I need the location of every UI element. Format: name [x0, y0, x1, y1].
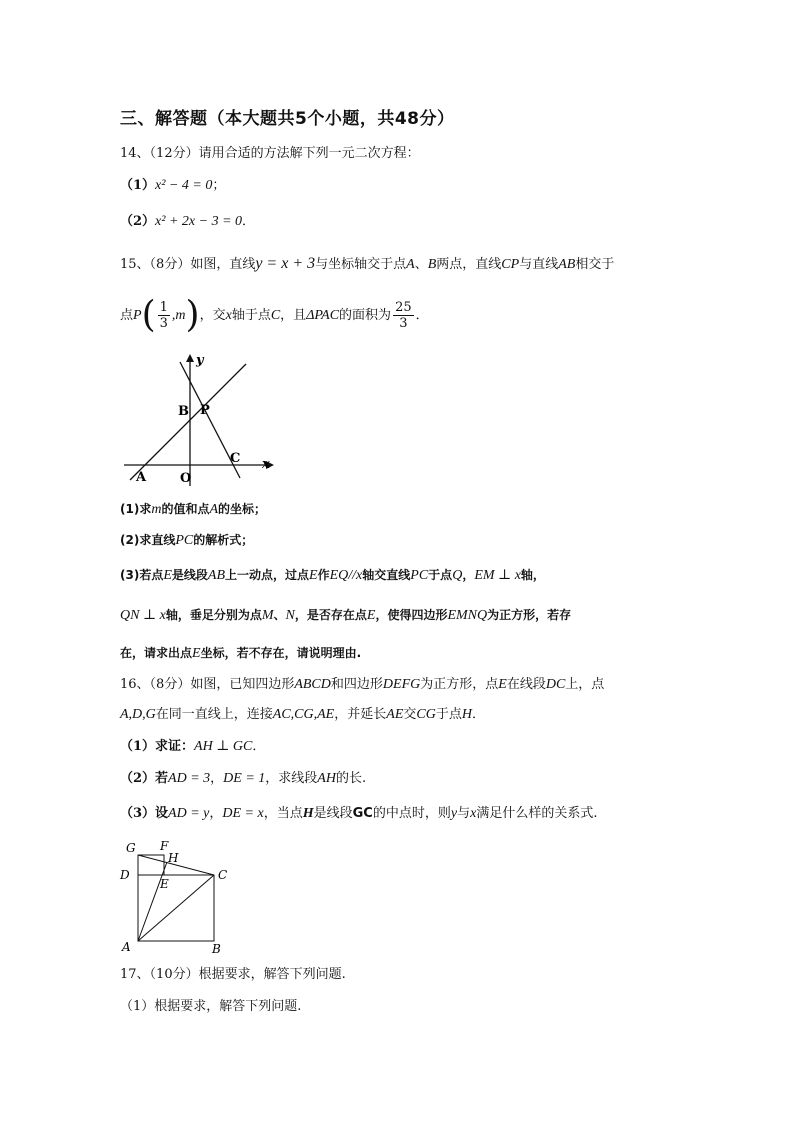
q14-eq1: x² − 4 = 0: [155, 178, 213, 193]
q17-part1: （1）根据要求，解答下列问题.: [120, 999, 302, 1014]
q15-sub3-line1: (3)若点E是线段AB上一动点，过点E作EQ//x轴交直线PC于点Q，EM ⊥ x轴，: [120, 568, 545, 583]
q16-part2: （2）若AD = 3，DE = 1，求线段AH的长.: [120, 771, 367, 786]
label-a: A: [122, 940, 131, 954]
label-x: x: [262, 457, 270, 472]
q15-sub3-line3: 在，请求出点E坐标，若不存在，请说明理由.: [120, 646, 362, 661]
label-c: C: [230, 451, 241, 466]
segment-ah: [138, 862, 167, 941]
q15-sub2: (2)求直线PC的解析式；: [120, 533, 254, 548]
q16-line1: 16、（8分）如图，已知四边形ABCD和四边形DEFG为正方形，点E在线段DC上，点: [120, 677, 605, 692]
label-p: P: [200, 403, 210, 418]
q15-sub3-line2: QN ⊥ x轴，垂足分别为点M、N，是否存在点E，使得四边形EMNQ为正方形，若存: [120, 608, 572, 623]
section-title: 三、解答题（本大题共5个小题，共48分）: [120, 109, 455, 129]
segment-ac: [138, 875, 214, 941]
label-g: G: [126, 841, 136, 855]
q15-line2: 点P( $\frac{1}{3}$ ,m)，交x轴于点C，且ΔPAC的面积为 $\frac{25}{3}$ ．: [120, 294, 429, 336]
q16-line2: A,D,G在同一直线上，连接AC,CG,AE，并延长AE交CG于点H．: [120, 707, 485, 722]
label-o: O: [180, 471, 192, 486]
q15-sub1: (1)求m的值和点A的坐标；: [120, 502, 267, 517]
q14-part1: （1）x² − 4 = 0；: [120, 178, 226, 193]
label-d: D: [120, 868, 130, 882]
q16-part3: （3）设AD = y，DE = x，当点H是线段GC的中点时，则y与x满足什么样的关系式.: [120, 806, 598, 821]
label-a: A: [136, 470, 147, 485]
q16-part1: （1）求证：AH ⊥ GC．: [120, 739, 266, 754]
fraction-area: $\frac{25}{3}$: [395, 300, 412, 331]
label-c: C: [218, 868, 228, 882]
q14-part2: （2）x² + 2x − 3 = 0．: [120, 214, 256, 229]
q15-coordinate-figure: [118, 350, 278, 490]
q14-eq2: x² + 2x − 3 = 0: [155, 214, 243, 229]
label-b: B: [178, 404, 189, 419]
fraction-one-third: $\frac{1}{3}$: [159, 300, 168, 331]
label-e: E: [160, 877, 169, 891]
label-y: y: [196, 353, 204, 368]
q17-heading: 17、（10分）根据要求，解答下列问题.: [120, 967, 346, 982]
q15-line1: 15、（8分）如图，直线y = x + 3与坐标轴交于点A、B两点，直线CP与直线AB相交于: [120, 255, 615, 272]
y-axis-arrow: [186, 354, 194, 362]
label-f: F: [160, 839, 169, 853]
label-h: H: [168, 851, 179, 865]
q16-squares-figure: [112, 836, 242, 958]
label-b: B: [212, 942, 221, 956]
line-ab: [130, 364, 246, 480]
q14-heading: 14、（12分）请用合适的方法解下列一元二次方程：: [120, 146, 420, 161]
